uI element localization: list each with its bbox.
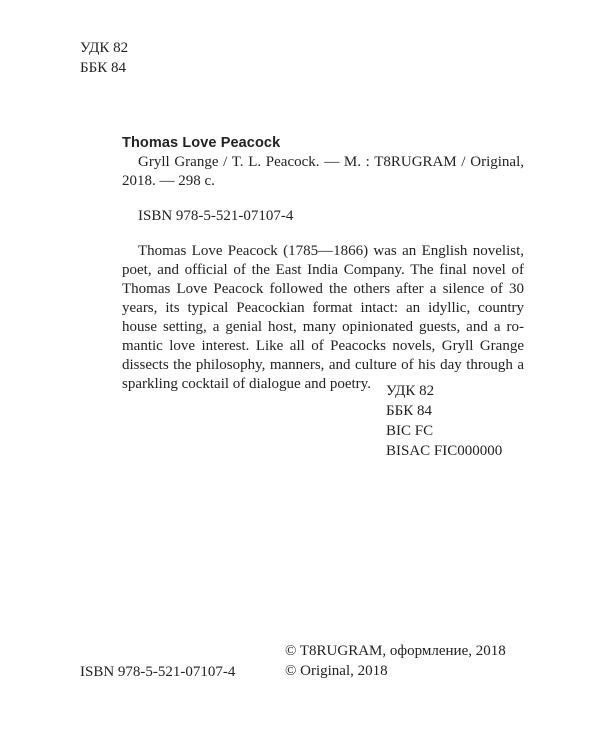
bic-code: BIC FC [386,423,434,439]
author-heading: Thomas Love Peacock [122,135,281,151]
bibliographic-record [122,134,524,394]
bbk-code-right: ББК 84 [386,403,432,419]
copyright-line-original: © Original, 2018 [285,663,388,679]
copyright-block [285,641,506,681]
annotation-paragraph: Thomas Love Peacock (1785—1866) was an English novelist, poet, and official of the East India Company. The final novel of Thomas Love Peacock followed the others after a silence of 30 years, its typical Peacockian format intact: an idyllic, country house setting, a genial host, many opinionated guests, and a romantic love interest. Like all of Peacocks novels, Gryll Grange dissects the philosophy, manners, and culture of his day through a sparkling cocktail of dialogue and poetry. [122,243,524,392]
udk-code: УДК 82 [80,40,129,56]
bisac-code: BISAC FIC000000 [386,443,503,459]
udk-code-right: УДК 82 [386,383,435,399]
classification-codes-right [386,381,502,461]
copyright-line-design: © T8RUGRAM, оформление, 2018 [285,643,506,659]
bbk-code: ББК 84 [80,60,126,76]
record-isbn: ISBN 978-5-521-07107-4 [138,208,294,224]
isbn-bottom: ISBN 978-5-521-07107-4 [80,664,236,680]
title-statement: Gryll Grange / T. L. Peacock. — M. : T8RUGRAM / Original, 2018. — 298 c. [122,154,524,189]
classification-codes-top [80,38,128,78]
